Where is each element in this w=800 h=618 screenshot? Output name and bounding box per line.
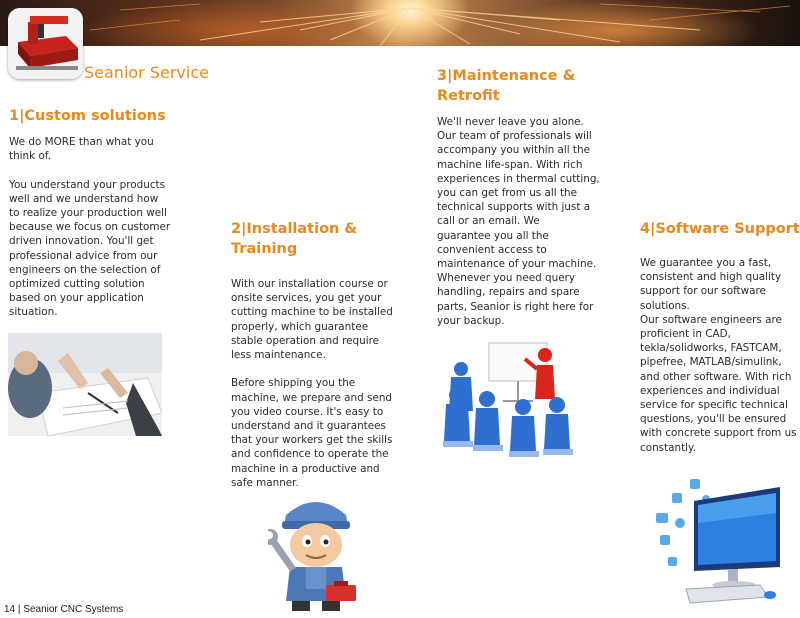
text-line: proficient in CAD, [640,328,731,341]
text-line: handling, repairs and spare [437,286,580,299]
text-line: Our team of professionals will [437,130,592,143]
brand-title: Seanior Service [84,63,209,82]
text-line: cutting machine to be installed [231,306,393,319]
text-line: driven innovation. You'll get [9,235,154,248]
text-line: safe manner. [231,476,299,489]
text-line: technical supports with just a [437,201,591,214]
text-line: support for our software [640,285,766,298]
text-line: guarantee you all the [437,229,549,242]
text-line: service for specific technical [640,399,788,412]
text-line: you video course. It's easy to [231,405,384,418]
text-line: parts, Seanior is right here for [437,300,594,313]
text-line: based on your application [9,292,144,305]
maintenance-retrofit-text [437,115,612,328]
text-line: Before shipping you the [231,377,356,390]
text-line: machine, we prepare and send [231,391,393,404]
header-banner [0,0,800,46]
computer-software-illustration [650,473,785,610]
text-line: call or an email. We [437,215,540,228]
text-line: onsite services, you get your [231,292,382,305]
text-line: constantly. [640,441,697,454]
text-line: Our software engineers are [640,313,782,326]
installation-training-text [231,277,406,490]
text-line [231,362,406,376]
text-line: machine in a productive and [231,462,380,475]
text-line: optimized cutting solution [9,278,145,291]
sparks-decoration [0,0,800,46]
text-line: We guarantee you a fast, [640,257,772,269]
text-line: your backup. [437,314,505,327]
cnc-machine-logo [8,8,83,79]
text-line: understand and it guarantees [231,420,386,433]
text-line: and other software. With rich [640,370,792,383]
text-line: you can get from us all the [437,187,578,200]
text-line: experiences in thermal cutting, [437,172,600,185]
text-line: You understand your products [9,178,166,191]
training-class-illustration [437,337,593,457]
text-line [9,163,179,177]
section-heading-maintenance-retrofit: 3|Maintenance & Retrofit [437,68,576,104]
text-line: stable operation and require [231,334,380,347]
worker-with-wrench-illustration [268,493,363,611]
text-line: experiences and individual [640,384,780,397]
text-line: consistent and high quality [640,271,782,284]
page-footer: 14 | Seanior CNC Systems [4,604,124,615]
meeting-photo [8,333,162,436]
text-line: questions, you'll be ensured [640,413,787,426]
text-line: because we focus on customer [9,221,171,234]
text-line: engineers on the selection of [9,263,161,276]
text-line: well and we understand how [9,192,159,205]
text-line: machine life-span. With rich [437,158,583,171]
text-line: less maintenance. [231,349,326,362]
section-heading-software-support: 4|Software Support [640,221,800,237]
text-line: pipefree, MATLAB/simulink, [640,356,782,369]
software-support-text [640,256,795,455]
text-line: With our installation course or [231,278,388,290]
section-heading-custom-solutions: 1|Custom solutions [9,108,166,124]
text-line: properly, which guarantee [231,320,369,333]
text-line: We'll never leave you alone. [437,116,584,128]
custom-solutions-text [9,135,179,320]
text-line: Whenever you need query [437,272,576,285]
text-line: think of. [9,150,52,163]
text-line: professional advice from our [9,249,158,262]
text-line: tekla/solidworks, FASTCAM, [640,342,782,355]
text-line: situation. [9,306,58,319]
text-line: convenient access to [437,243,547,256]
section-heading-installation-training: 2|Installation & Training [231,221,358,257]
text-line: accompany you within all the [437,144,590,157]
text-line: to realize your production well [9,207,167,220]
text-line: that your workers get the skills [231,434,393,447]
text-line: maintenance of your machine. [437,258,597,271]
text-line: solutions. [640,299,690,312]
text-line: with concrete support from us [640,427,797,440]
text-line: and confidence to operate the [231,448,389,461]
text-line: We do MORE than what you [9,136,154,148]
